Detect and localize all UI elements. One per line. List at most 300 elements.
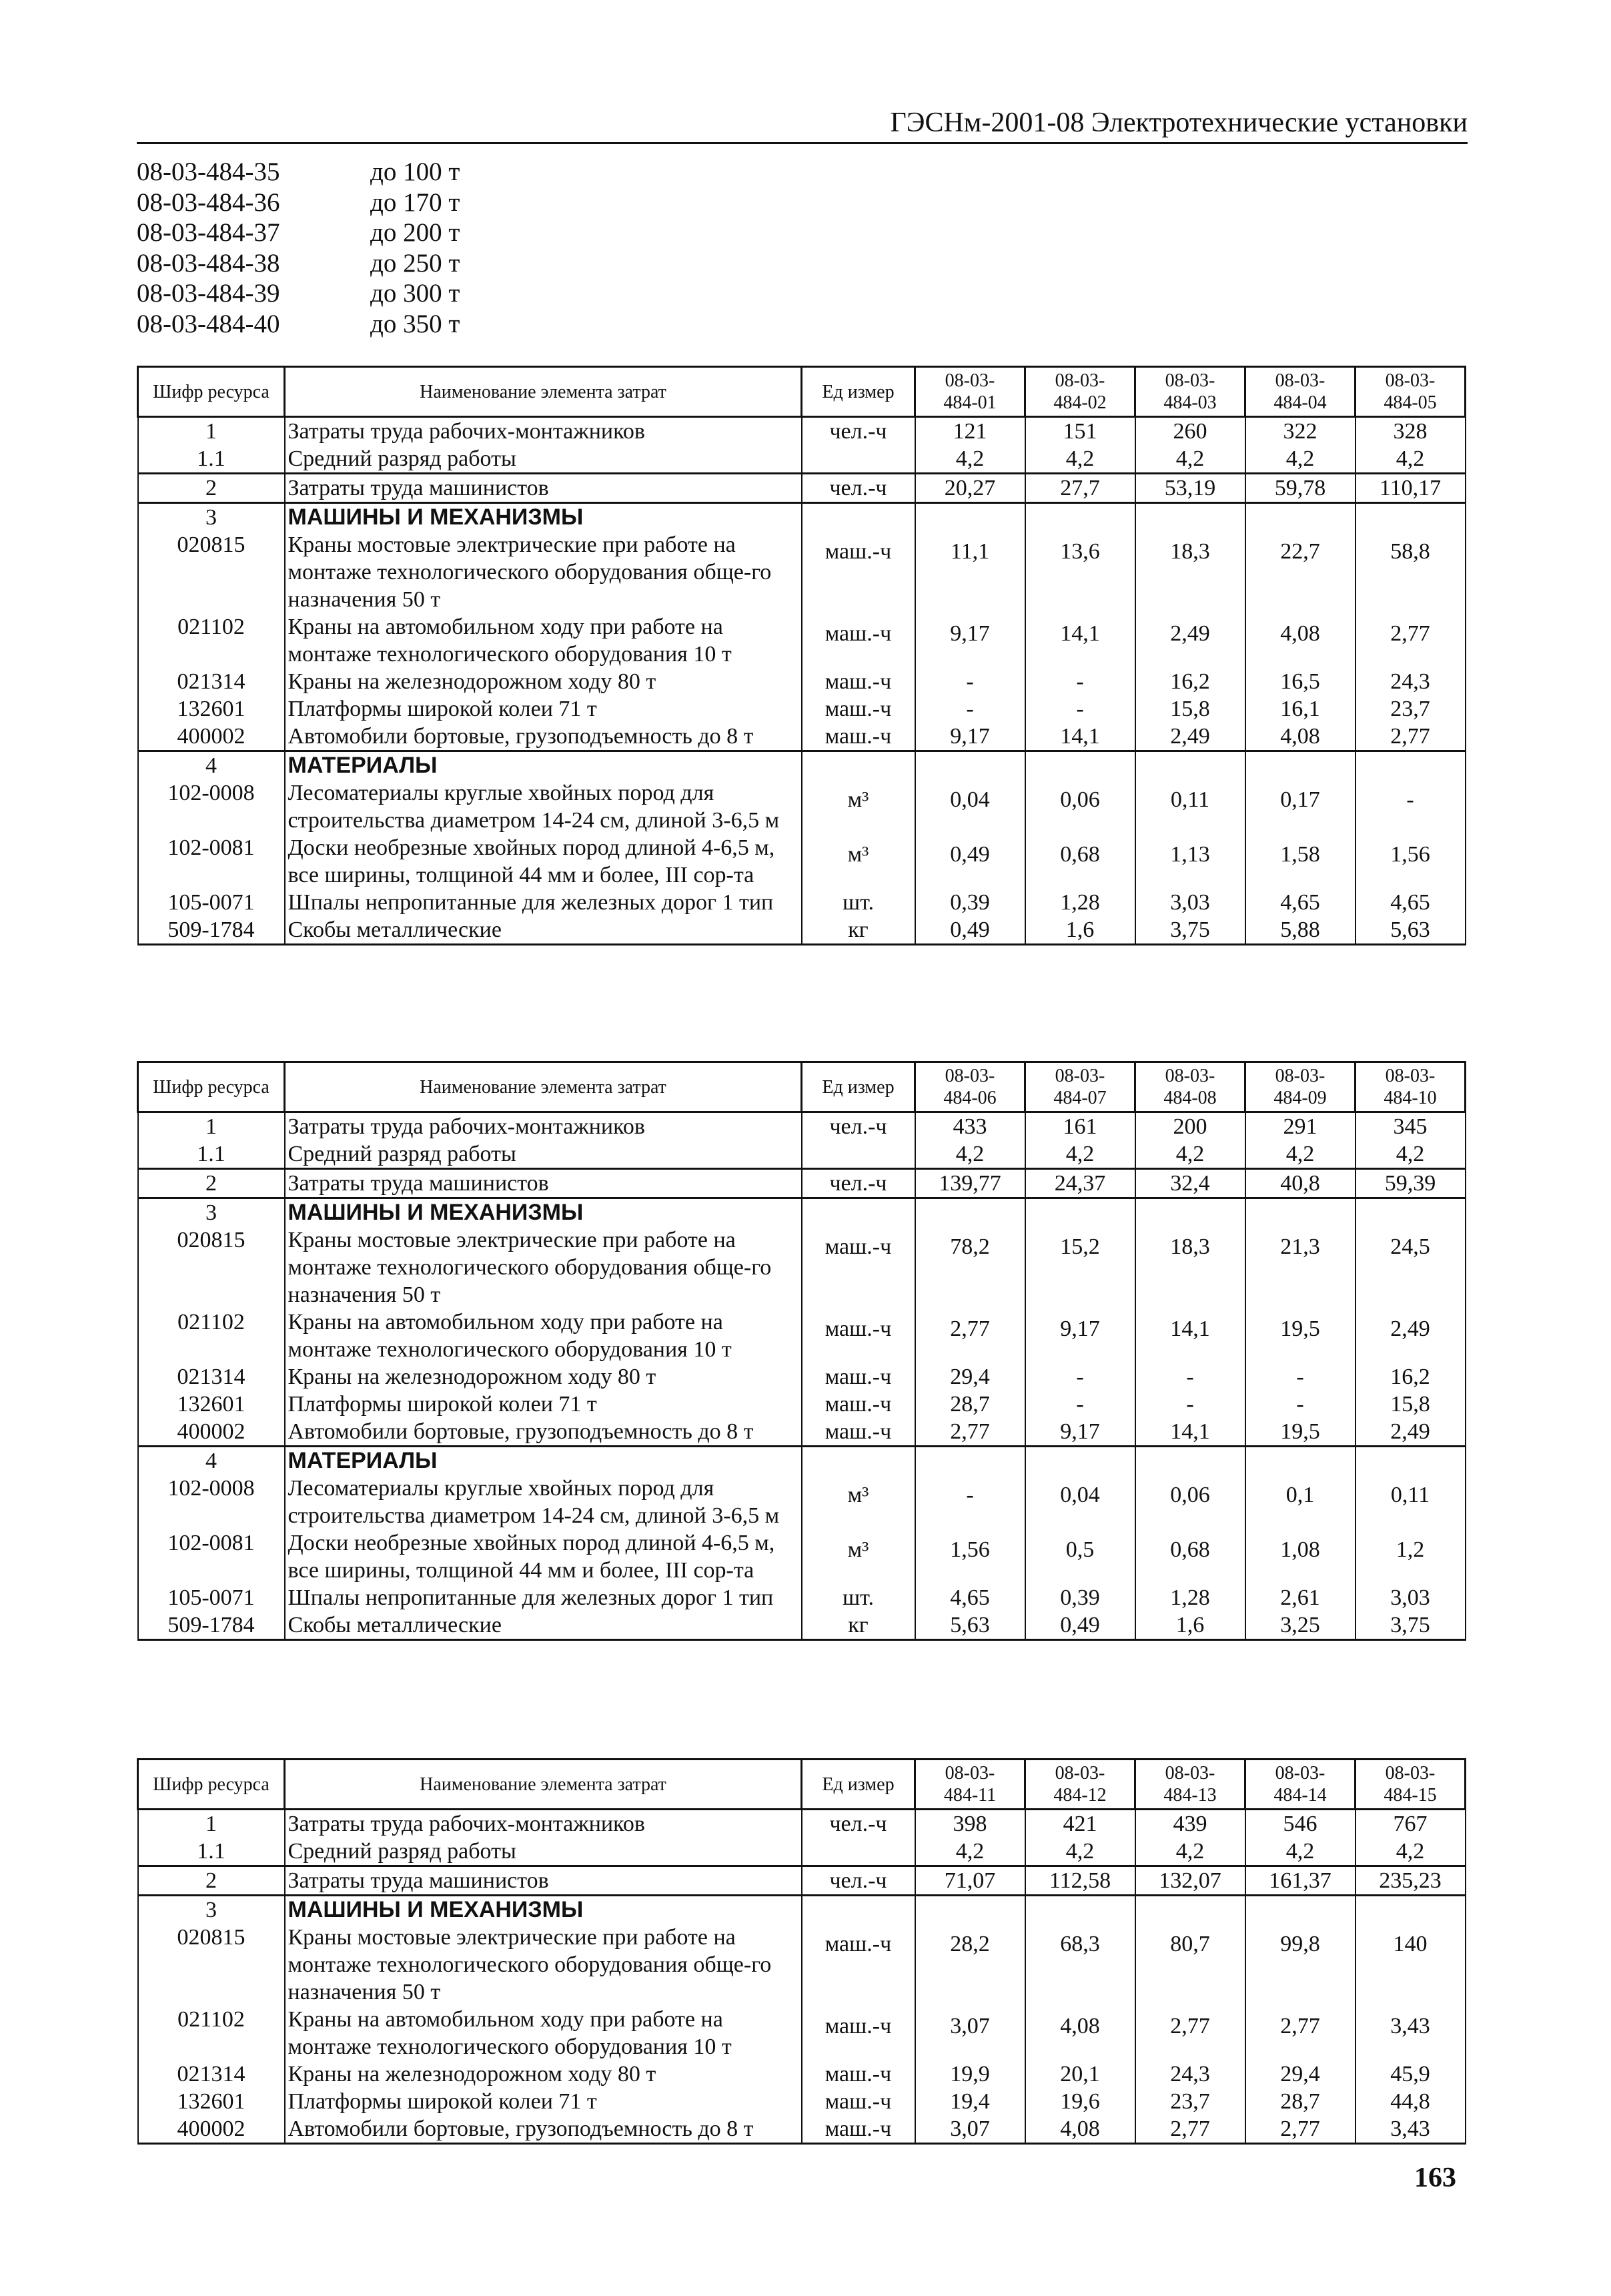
row-code: 102-0008	[138, 779, 285, 834]
row-unit: чел.-ч	[802, 1169, 915, 1198]
row-name: Платформы широкой колеи 71 т	[285, 1391, 802, 1418]
row-code: 509-1784	[138, 1611, 285, 1640]
row-value: 4,2	[1245, 1838, 1356, 1866]
header-rule	[137, 142, 1468, 144]
row-value: 3,07	[915, 2006, 1025, 2060]
row-unit: маш.-ч	[802, 2115, 915, 2144]
code-desc: до 350 т	[370, 309, 460, 338]
row-value: 1,28	[1135, 1584, 1245, 1611]
row-name: Краны мостовые электрические при работе на монтаже технологического оборудования обще-го назначения 50 т	[285, 1226, 802, 1308]
row-code: 3	[138, 503, 285, 532]
row-code: 400002	[138, 723, 285, 751]
row-value: 767	[1356, 1810, 1466, 1838]
row-value: 2,77	[1135, 2006, 1245, 2060]
table-header-row	[138, 1062, 1466, 1112]
row-name: Платформы широкой колеи 71 т	[285, 2088, 802, 2115]
row-value: 4,08	[1025, 2115, 1135, 2144]
code-row	[137, 218, 460, 248]
row-value: 3,43	[1356, 2115, 1466, 2144]
row-name: Средний разряд работы	[285, 1838, 802, 1866]
row-value: 151	[1025, 417, 1135, 446]
row-value: 45,9	[1356, 2060, 1466, 2088]
row-unit: м³	[802, 779, 915, 834]
row-value	[915, 1447, 1025, 1475]
row-unit: маш.-ч	[802, 1924, 915, 2006]
row-value: 24,3	[1135, 2060, 1245, 2088]
row-value: 398	[915, 1810, 1025, 1838]
table-row	[138, 834, 1466, 889]
row-unit: маш.-ч	[802, 723, 915, 751]
row-value: 433	[915, 1112, 1025, 1141]
row-value: 4,2	[915, 1140, 1025, 1169]
row-value: 161,37	[1245, 1866, 1356, 1896]
row-value: 2,61	[1245, 1584, 1356, 1611]
header-unit: Ед измер	[802, 1760, 915, 1810]
row-name: Шпалы непропитанные для железных дорог 1 тип	[285, 889, 802, 916]
row-value: 260	[1135, 417, 1245, 446]
code-row	[137, 278, 460, 309]
row-code: 400002	[138, 1418, 285, 1447]
row-value: 235,23	[1356, 1866, 1466, 1896]
row-code: 1	[138, 417, 285, 446]
row-value: 0,04	[915, 779, 1025, 834]
row-value: -	[1025, 1363, 1135, 1391]
row-code: 509-1784	[138, 916, 285, 945]
row-value: 4,65	[1356, 889, 1466, 916]
row-name: Лесоматериалы круглые хвойных пород для строительства диаметром 14-24 см, длиной 3-6,5 м	[285, 1475, 802, 1529]
header-name: Наименование элемента затрат	[285, 1062, 802, 1112]
header-name: Наименование элемента затрат	[285, 367, 802, 417]
row-value: 0,49	[1025, 1611, 1135, 1640]
page-header-title: ГЭСНм-2001-08 Электротехнические установки	[890, 107, 1468, 138]
row-unit: маш.-ч	[802, 1308, 915, 1363]
row-value: 112,58	[1025, 1866, 1135, 1896]
row-value: 15,2	[1025, 1226, 1135, 1308]
row-name: Средний разряд работы	[285, 1140, 802, 1169]
row-value: 23,7	[1356, 695, 1466, 723]
row-value: 19,9	[915, 2060, 1025, 2088]
header-norm-code: 08-03- 484-01	[915, 367, 1025, 417]
row-value: 24,37	[1025, 1169, 1135, 1198]
table-row	[138, 1418, 1466, 1447]
row-code: 1.1	[138, 1838, 285, 1866]
row-name: Шпалы непропитанные для железных дорог 1 тип	[285, 1584, 802, 1611]
table-row	[138, 1308, 1466, 1363]
header-code: Шифр ресурса	[138, 367, 285, 417]
row-name: Краны мостовые электрические при работе на монтаже технологического оборудования обще-го назначения 50 т	[285, 531, 802, 613]
row-value: 2,49	[1135, 613, 1245, 668]
row-name: Скобы металлические	[285, 916, 802, 945]
row-code: 1	[138, 1810, 285, 1838]
row-code: 1	[138, 1112, 285, 1141]
page-number: 163	[1414, 2163, 1456, 2193]
row-value: 2,77	[1245, 2115, 1356, 2144]
header-norm-code: 08-03- 484-04	[1245, 367, 1356, 417]
row-value: 1,56	[1356, 834, 1466, 889]
code-id: 08-03-484-36	[137, 187, 280, 217]
row-value: 28,7	[1245, 2088, 1356, 2115]
row-value: 13,6	[1025, 531, 1135, 613]
row-value	[1245, 1198, 1356, 1227]
row-value: 71,07	[915, 1866, 1025, 1896]
row-value: 0,5	[1025, 1529, 1135, 1584]
table-row	[138, 531, 1466, 613]
row-value: 18,3	[1135, 531, 1245, 613]
table-row	[138, 1169, 1466, 1198]
row-unit: маш.-ч	[802, 613, 915, 668]
header-code: Шифр ресурса	[138, 1760, 285, 1810]
row-name: Доски необрезные хвойных пород длиной 4-6,5 м, все ширины, толщиной 44 мм и более, III сор-та	[285, 1529, 802, 1584]
table-row	[138, 1838, 1466, 1866]
section-title: МАШИНЫ И МЕХАНИЗМЫ	[285, 1896, 802, 1924]
row-value: -	[1025, 668, 1135, 695]
row-unit: маш.-ч	[802, 2006, 915, 2060]
row-value	[1025, 1447, 1135, 1475]
row-value: 32,4	[1135, 1169, 1245, 1198]
table-row	[138, 1112, 1466, 1141]
row-value	[1135, 1896, 1245, 1924]
table-header-row	[138, 367, 1466, 417]
row-value	[1025, 1198, 1135, 1227]
row-value: 20,1	[1025, 2060, 1135, 2088]
row-code: 2	[138, 474, 285, 503]
row-value: 1,6	[1025, 916, 1135, 945]
code-list	[137, 157, 460, 339]
table-row	[138, 503, 1466, 532]
header-norm-code: 08-03- 484-13	[1135, 1760, 1245, 1810]
table-row	[138, 474, 1466, 503]
table-row	[138, 417, 1466, 446]
header-norm-code: 08-03- 484-05	[1356, 367, 1466, 417]
table-row	[138, 1810, 1466, 1838]
row-value: 28,7	[915, 1391, 1025, 1418]
row-value: 4,2	[1025, 445, 1135, 474]
row-value	[1356, 1896, 1466, 1924]
section-title: МАШИНЫ И МЕХАНИЗМЫ	[285, 503, 802, 532]
row-name: Автомобили бортовые, грузоподъемность до 8 т	[285, 1418, 802, 1447]
row-value: 16,2	[1135, 668, 1245, 695]
table-row	[138, 445, 1466, 474]
row-value	[1025, 503, 1135, 532]
row-value: 5,63	[1356, 916, 1466, 945]
row-value: -	[1025, 695, 1135, 723]
code-row	[137, 157, 460, 187]
row-unit: м³	[802, 1529, 915, 1584]
row-value: 44,8	[1356, 2088, 1466, 2115]
row-value: 2,77	[1356, 613, 1466, 668]
row-value: 2,77	[1245, 2006, 1356, 2060]
row-value: 29,4	[1245, 2060, 1356, 2088]
table-row	[138, 723, 1466, 751]
table-row	[138, 916, 1466, 945]
row-value: 1,08	[1245, 1529, 1356, 1584]
row-value: 4,2	[915, 1838, 1025, 1866]
row-value: 4,2	[1356, 1140, 1466, 1169]
row-unit: шт.	[802, 1584, 915, 1611]
row-value: 3,03	[1135, 889, 1245, 916]
row-value: 16,5	[1245, 668, 1356, 695]
header-norm-code: 08-03- 484-11	[915, 1760, 1025, 1810]
row-value: 9,17	[915, 613, 1025, 668]
row-value	[1356, 503, 1466, 532]
row-value	[1356, 1447, 1466, 1475]
row-value: 132,07	[1135, 1866, 1245, 1896]
row-value: 4,08	[1245, 723, 1356, 751]
row-value: 15,8	[1356, 1391, 1466, 1418]
code-desc: до 250 т	[370, 248, 460, 278]
header-norm-code: 08-03- 484-14	[1245, 1760, 1356, 1810]
row-name: Затраты труда рабочих-монтажников	[285, 417, 802, 446]
row-value: 24,3	[1356, 668, 1466, 695]
row-value: -	[915, 668, 1025, 695]
row-value	[1245, 751, 1356, 780]
table-row	[138, 1584, 1466, 1611]
row-value: 9,17	[1025, 1308, 1135, 1363]
table-row	[138, 2115, 1466, 2144]
table-header-row	[138, 1760, 1466, 1810]
row-value: 161	[1025, 1112, 1135, 1141]
row-code: 132601	[138, 695, 285, 723]
code-row	[137, 248, 460, 279]
row-value: 2,77	[1356, 723, 1466, 751]
row-value: 24,5	[1356, 1226, 1466, 1308]
row-code: 102-0081	[138, 1529, 285, 1584]
row-unit	[802, 1896, 915, 1924]
row-value: 40,8	[1245, 1169, 1356, 1198]
row-value: 59,78	[1245, 474, 1356, 503]
row-value: -	[1135, 1391, 1245, 1418]
row-value	[1356, 751, 1466, 780]
row-name: Средний разряд работы	[285, 445, 802, 474]
row-value: 19,6	[1025, 2088, 1135, 2115]
table-row	[138, 1896, 1466, 1924]
row-unit: чел.-ч	[802, 474, 915, 503]
row-name: Лесоматериалы круглые хвойных пород для строительства диаметром 14-24 см, длиной 3-6,5 м	[285, 779, 802, 834]
row-code: 105-0071	[138, 1584, 285, 1611]
row-unit: м³	[802, 834, 915, 889]
header-unit: Ед измер	[802, 367, 915, 417]
row-code: 400002	[138, 2115, 285, 2144]
code-id: 08-03-484-37	[137, 218, 280, 247]
code-desc: до 300 т	[370, 279, 460, 308]
row-value: 0,11	[1356, 1475, 1466, 1529]
table-row	[138, 613, 1466, 668]
row-unit: маш.-ч	[802, 668, 915, 695]
row-value: 322	[1245, 417, 1356, 446]
row-value: 2,49	[1135, 723, 1245, 751]
row-value: 200	[1135, 1112, 1245, 1141]
resource-table-2	[137, 1061, 1466, 1641]
row-value: 0,1	[1245, 1475, 1356, 1529]
row-value	[915, 1896, 1025, 1924]
table-row	[138, 668, 1466, 695]
row-value: 1,58	[1245, 834, 1356, 889]
row-name: Краны мостовые электрические при работе на монтаже технологического оборудования обще-го назначения 50 т	[285, 1924, 802, 2006]
row-value	[1135, 503, 1245, 532]
row-value	[1245, 503, 1356, 532]
row-unit: чел.-ч	[802, 417, 915, 446]
row-value: 78,2	[915, 1226, 1025, 1308]
row-value: 4,65	[1245, 889, 1356, 916]
row-name: Краны на железнодорожном ходу 80 т	[285, 1363, 802, 1391]
row-unit: кг	[802, 916, 915, 945]
row-value: 19,4	[915, 2088, 1025, 2115]
table-row	[138, 1475, 1466, 1529]
table-row	[138, 2060, 1466, 2088]
row-value: 4,2	[1135, 1838, 1245, 1866]
header-norm-code: 08-03- 484-10	[1356, 1062, 1466, 1112]
row-value	[1245, 1447, 1356, 1475]
row-value: 2,49	[1356, 1308, 1466, 1363]
row-value: 9,17	[1025, 1418, 1135, 1447]
code-desc: до 200 т	[370, 218, 460, 247]
row-value: 4,2	[915, 445, 1025, 474]
row-unit: маш.-ч	[802, 1418, 915, 1447]
row-value: 439	[1135, 1810, 1245, 1838]
row-name: Краны на автомобильном ходу при работе на монтаже технологического оборудования 10 т	[285, 613, 802, 668]
row-code: 021102	[138, 1308, 285, 1363]
section-title: МАТЕРИАЛЫ	[285, 1447, 802, 1475]
row-code: 4	[138, 1447, 285, 1475]
section-title: МАТЕРИАЛЫ	[285, 751, 802, 780]
header-norm-code: 08-03- 484-07	[1025, 1062, 1135, 1112]
row-value: 291	[1245, 1112, 1356, 1141]
row-value: 0,49	[915, 834, 1025, 889]
row-code: 102-0081	[138, 834, 285, 889]
row-code: 4	[138, 751, 285, 780]
row-value: 11,1	[915, 531, 1025, 613]
row-unit	[802, 1838, 915, 1866]
row-value: -	[915, 695, 1025, 723]
section-title: МАШИНЫ И МЕХАНИЗМЫ	[285, 1198, 802, 1227]
table-row	[138, 1391, 1466, 1418]
row-value	[1025, 1896, 1135, 1924]
header-unit: Ед измер	[802, 1062, 915, 1112]
row-value	[1245, 1896, 1356, 1924]
header-norm-code: 08-03- 484-15	[1356, 1760, 1466, 1810]
row-value: 0,04	[1025, 1475, 1135, 1529]
row-value: 29,4	[915, 1363, 1025, 1391]
row-value: 19,5	[1245, 1418, 1356, 1447]
row-code: 021314	[138, 668, 285, 695]
row-value: 121	[915, 417, 1025, 446]
code-id: 08-03-484-39	[137, 279, 280, 308]
row-unit	[802, 503, 915, 532]
row-value: 2,77	[915, 1418, 1025, 1447]
code-desc: до 100 т	[370, 157, 460, 186]
code-row	[137, 309, 460, 340]
header-norm-code: 08-03- 484-08	[1135, 1062, 1245, 1112]
row-value: 15,8	[1135, 695, 1245, 723]
row-value: 4,2	[1025, 1838, 1135, 1866]
row-value: -	[915, 1475, 1025, 1529]
row-code: 132601	[138, 2088, 285, 2115]
row-value: 99,8	[1245, 1924, 1356, 2006]
row-value: 18,3	[1135, 1226, 1245, 1308]
row-value: 5,63	[915, 1611, 1025, 1640]
header-name: Наименование элемента затрат	[285, 1760, 802, 1810]
row-value: 0,06	[1025, 779, 1135, 834]
code-id: 08-03-484-35	[137, 157, 280, 186]
resource-table-1	[137, 366, 1466, 945]
row-value: 328	[1356, 417, 1466, 446]
row-value: 16,2	[1356, 1363, 1466, 1391]
table-row	[138, 1363, 1466, 1391]
row-value: 3,75	[1135, 916, 1245, 945]
row-value: 4,2	[1245, 445, 1356, 474]
row-value	[1135, 1198, 1245, 1227]
code-desc: до 170 т	[370, 187, 460, 217]
row-value: 14,1	[1025, 613, 1135, 668]
row-value: -	[1025, 1391, 1135, 1418]
row-name: Краны на автомобильном ходу при работе на монтаже технологического оборудования 10 т	[285, 1308, 802, 1363]
table-row	[138, 1447, 1466, 1475]
row-value: 1,56	[915, 1529, 1025, 1584]
row-unit	[802, 445, 915, 474]
table-row	[138, 695, 1466, 723]
table-row	[138, 1924, 1466, 2006]
row-name: Краны на железнодорожном ходу 80 т	[285, 668, 802, 695]
row-value: 0,17	[1245, 779, 1356, 834]
row-unit: м³	[802, 1475, 915, 1529]
row-value: 0,68	[1025, 834, 1135, 889]
row-value: 19,5	[1245, 1308, 1356, 1363]
row-code: 2	[138, 1169, 285, 1198]
row-value	[1025, 751, 1135, 780]
row-value	[1135, 751, 1245, 780]
row-code: 020815	[138, 531, 285, 613]
row-value: 4,2	[1025, 1140, 1135, 1169]
row-value: 4,2	[1356, 1838, 1466, 1866]
row-value	[1356, 1198, 1466, 1227]
row-value	[915, 751, 1025, 780]
table-row	[138, 1140, 1466, 1169]
row-unit	[802, 751, 915, 780]
row-unit: чел.-ч	[802, 1810, 915, 1838]
row-unit: чел.-ч	[802, 1866, 915, 1896]
row-code: 021314	[138, 1363, 285, 1391]
row-value: 3,07	[915, 2115, 1025, 2144]
row-name: Краны на железнодорожном ходу 80 т	[285, 2060, 802, 2088]
row-value	[1135, 1447, 1245, 1475]
code-id: 08-03-484-38	[137, 248, 280, 278]
row-value: 139,77	[915, 1169, 1025, 1198]
row-name: Автомобили бортовые, грузоподъемность до 8 т	[285, 723, 802, 751]
table-row	[138, 1866, 1466, 1896]
table-row	[138, 779, 1466, 834]
row-value: 140	[1356, 1924, 1466, 2006]
code-row	[137, 187, 460, 218]
row-value: 80,7	[1135, 1924, 1245, 2006]
row-value: 4,2	[1245, 1140, 1356, 1169]
row-value: 16,1	[1245, 695, 1356, 723]
row-value: 0,49	[915, 916, 1025, 945]
row-value: 4,2	[1135, 1140, 1245, 1169]
row-unit: кг	[802, 1611, 915, 1640]
row-value: 546	[1245, 1810, 1356, 1838]
row-value: 27,7	[1025, 474, 1135, 503]
row-code: 2	[138, 1866, 285, 1896]
header-code: Шифр ресурса	[138, 1062, 285, 1112]
row-value: 1,13	[1135, 834, 1245, 889]
table-row	[138, 2088, 1466, 2115]
row-value: 20,27	[915, 474, 1025, 503]
table-row	[138, 1198, 1466, 1227]
row-value: 3,43	[1356, 2006, 1466, 2060]
code-id: 08-03-484-40	[137, 309, 280, 338]
row-name: Затраты труда машинистов	[285, 1169, 802, 1198]
header-norm-code: 08-03- 484-12	[1025, 1760, 1135, 1810]
